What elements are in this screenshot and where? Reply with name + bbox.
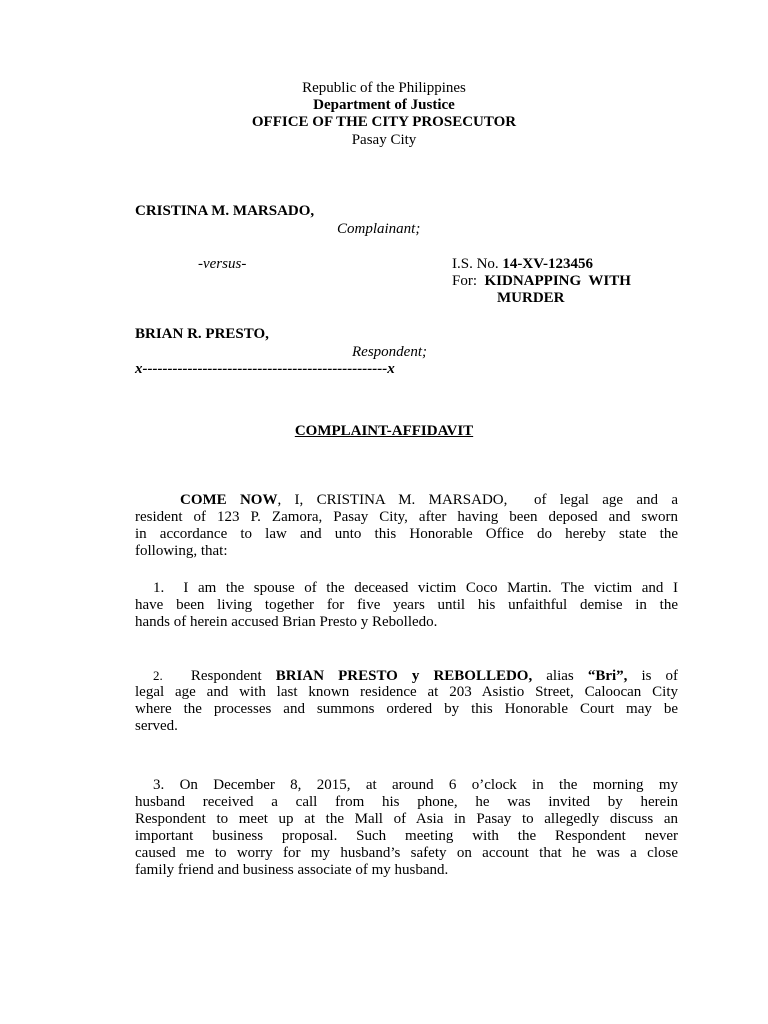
p2-line-2: legal age and with last known residence at 203 Asistio Street, Caloocan City — [135, 684, 678, 700]
intro-line-4: following, that: — [135, 543, 228, 559]
intro-line-3: in accordance to law and unto this Honorable Office do hereby state the — [135, 526, 678, 542]
p1-line-1: 1. I am the spouse of the deceased victim Coco Martin. The victim and I — [153, 580, 678, 596]
p1-number: 1. — [153, 580, 165, 596]
p1-line-3: hands of herein accused Brian Presto y Rebolledo. — [135, 614, 438, 630]
versus-label: -versus- — [198, 256, 247, 272]
p3-line-6: family friend and business associate of my husband. — [135, 862, 449, 878]
document-title: COMPLAINT-AFFIDAVIT — [294, 423, 474, 439]
is-number: 14-XV-123456 — [502, 256, 593, 272]
p1-line-2: have been living together for five years until his unfaithful demise in the — [135, 597, 678, 613]
p3-number: 3. — [153, 777, 165, 793]
respondent-role: Respondent; — [352, 344, 427, 360]
charge-line — [452, 273, 631, 290]
complainant-name: CRISTINA M. MARSADO, — [135, 203, 315, 219]
paragraph-1 — [135, 580, 678, 631]
p3-line-2: husband received a call from his phone, he was invited by herein — [135, 794, 678, 810]
intro-line-1: COME NOW, I, CRISTINA M. MARSADO, of legal age and a — [180, 492, 678, 508]
intro-paragraph — [135, 492, 678, 560]
charge-line2: MURDER — [497, 290, 565, 306]
charge-line1: KIDNAPPING WITH — [484, 273, 631, 289]
paragraph-3 — [135, 777, 678, 879]
header-city: Pasay City — [351, 132, 417, 148]
p3-line-5: caused me to worry for my husband’s safety on account that he was a close — [135, 845, 678, 861]
header-department: Department of Justice — [313, 97, 455, 113]
header-office: OFFICE OF THE CITY PROSECUTOR — [251, 114, 517, 130]
p2-line-1: 2. Respondent BRIAN PRESTO y REBOLLEDO, alias “Bri”, is of — [153, 668, 678, 684]
paragraph-2 — [135, 667, 678, 735]
p2-respondent-name: BRIAN PRESTO y REBOLLEDO, — [275, 668, 533, 684]
p2-line-3: where the processes and summons ordered by this Honorable Court may be — [135, 701, 678, 717]
complainant-role: Complainant; — [337, 221, 421, 237]
p2-line-4: served. — [135, 718, 178, 734]
p3-line-1: 3. On December 8, 2015, at around 6 o’clock in the morning my — [153, 777, 679, 793]
p2-alias: “Bri”, — [587, 668, 628, 684]
p3-line-4: important business proposal. Such meeting with the Respondent never — [135, 828, 678, 844]
caption-separator: x-------------------------------------------------x — [135, 361, 395, 377]
is-number-line — [452, 256, 593, 273]
p3-line-3: Respondent to meet up at the Mall of Asia in Pasay to allegedly discuss an — [135, 811, 678, 827]
respondent-name: BRIAN R. PRESTO, — [135, 326, 269, 342]
is-label: I.S. No. — [452, 256, 499, 272]
for-label: For: — [452, 273, 478, 289]
intro-lead: COME NOW — [180, 492, 278, 508]
p2-number: 2. — [153, 668, 163, 683]
intro-line-2: resident of 123 P. Zamora, Pasay City, after having been deposed and sworn — [135, 509, 678, 525]
header-republic: Republic of the Philippines — [302, 80, 466, 96]
